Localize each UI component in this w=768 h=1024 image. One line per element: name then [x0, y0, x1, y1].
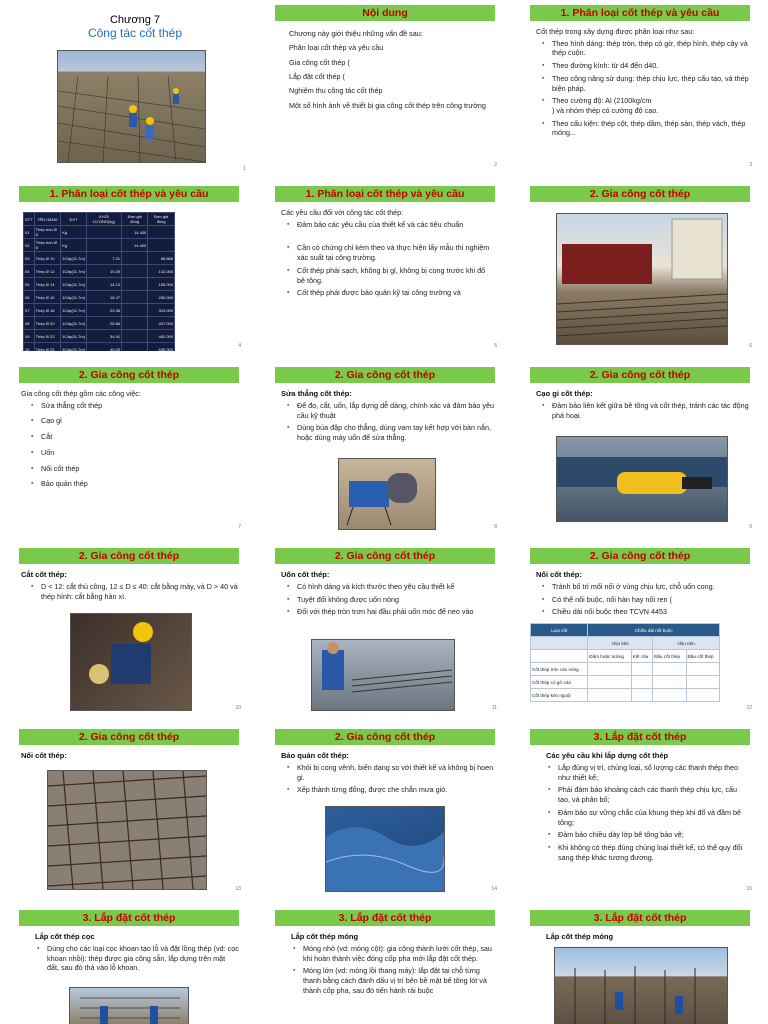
section-subtitle: Lắp cốt thép móng: [546, 932, 614, 941]
list-item: ▪ Uốn: [41, 448, 239, 458]
list-item: ▪ Lắp đúng vị trí, chủng loại, số lượng các thanh thép theo như thiết kế;: [558, 763, 750, 782]
slide-number: 10: [235, 705, 241, 711]
bullet-list: [35, 944, 239, 973]
slide-2: [271, 0, 501, 170]
table-cell: [122, 304, 148, 317]
slide-12: [526, 543, 756, 713]
bending-photo: [311, 639, 455, 711]
table-row: [24, 252, 175, 265]
slide-6: [526, 181, 756, 351]
table-header-cell: Đầu cốt thép: [653, 650, 686, 663]
list-item: Một số hình ảnh về thiết bị gia công cốt thép trên công trường: [289, 100, 486, 110]
price-table-wrap: [23, 212, 245, 351]
section-subtitle: Nối cốt thép:: [21, 751, 67, 760]
intro-text: Gia công cốt thép gồm các công việc:: [21, 389, 141, 398]
section-subtitle: Lắp cốt thép móng: [291, 932, 359, 941]
table-row: [24, 226, 175, 239]
table-cell: [87, 226, 122, 239]
list-item: ▪ Xếp thành từng đống, được che chắn mưa gió.: [297, 785, 495, 795]
section-subtitle: Sửa thẳng cốt thép:: [281, 389, 352, 398]
list-item: ▪ Bảo quản thép: [41, 479, 239, 489]
table-row-label: Cốt thép tròn cán nóng: [531, 663, 588, 676]
slide-16: [15, 905, 245, 1024]
list-item: ▪ Khi không có thép đúng chủng loại thiết kế, có thể quy đổi sang thép khác tương đương.: [558, 843, 750, 862]
list-item: ▪ Theo đường kính: từ d4 đến d40.: [552, 61, 750, 71]
grinder-photo: [556, 436, 728, 522]
table-cell: Thép Ø 25: [34, 343, 61, 352]
list-item: ▪ Dùng cho các loại cọc khoan tạo lỗ và đặt lồng thép (vd: cọc khoan nhồi): thép được gia công sẵn, lắp dựng trên mặt đất, sau đó thả vào lỗ khoan.: [47, 944, 239, 973]
slide-header: 2. Gia công cốt thép: [275, 548, 495, 564]
slide-9: [526, 362, 756, 532]
slide-number: 4: [238, 343, 241, 349]
table-header-cell: Loại cốt: [531, 624, 588, 637]
slide-number: 7: [238, 524, 241, 530]
rebar-yard-graphic: [557, 214, 727, 344]
table-row: [24, 343, 175, 352]
slide-4: [15, 181, 245, 351]
table-cell: Thép tròn Ø 8: [34, 239, 61, 252]
table-cell: 185.000: [148, 278, 175, 291]
table-cell: 1Cây(11.7m): [61, 291, 87, 304]
bullet-list: [29, 582, 239, 601]
section-subtitle: Cạo gỉ cốt thép:: [536, 389, 593, 398]
table-cell: Thép Ø 10: [34, 252, 61, 265]
slide-8: [271, 362, 501, 532]
bending-graphic: [312, 640, 454, 710]
list-item: ▪ Chiều dài nối buộc theo TCVN 4453: [552, 607, 750, 617]
table-cell: 7.21: [87, 252, 122, 265]
bullet-list: [540, 39, 750, 138]
table-cell: 482.000: [148, 330, 175, 343]
slide-header: 1. Phân loại cốt thép và yêu cầu: [19, 186, 239, 202]
list-item: ▪ Đối với thép tròn trơn hai đầu phải uốn móc để neo vào: [297, 607, 495, 617]
list-item: ▪ Theo cấu kiện: thép cột, thép dầm, thép sàn, thép vách, thép móng...: [552, 119, 750, 138]
table-cell: Thép Ø 16: [34, 291, 61, 304]
bullet-list: [546, 763, 750, 862]
machine-graphic: [339, 459, 435, 529]
section-subtitle: Uốn cốt thép:: [281, 570, 330, 579]
slide-header: 1. Phân loại cốt thép và yêu cầu: [275, 186, 495, 202]
table-cell: 1Cây(11.7m): [61, 317, 87, 330]
table-cell: Thép Ø 14: [34, 278, 61, 291]
table-header-cell: Đầm hoặc tường: [588, 650, 631, 663]
table-cell: 1Cây(11.7m): [61, 304, 87, 317]
list-item: ▪ Móng nhỏ (vd: móng cột): gia công thành lưới cốt thép, sau khi hoàn thành việc đóng cốp pha mới lắp đặt cốt thép.: [303, 944, 495, 963]
list-item: ▪ Tuyệt đối không được uốn nóng: [297, 595, 495, 605]
list-item: ▪ Dùng búa đập cho thẳng, dùng vam tay kết hợp với bàn nắn, hoặc dùng máy uốn để sửa thẳng.: [297, 423, 495, 442]
table-cell: [122, 291, 148, 304]
table-row-label: Cốt thép có gờ cán: [531, 676, 588, 689]
table-cell: 03: [24, 252, 35, 265]
list-item: ▪ Đảm bảo các yêu cầu của thiết kế và các tiêu chuẩn: [297, 220, 495, 230]
list-item: ▪ Nối cốt thép: [41, 464, 239, 474]
list-item: ▪ Cần có chứng chỉ kèm theo và thực hiện lấy mẫu thí nghiệm xác suất tại công trường.: [297, 243, 495, 262]
table-cell: [122, 278, 148, 291]
table-cell: 28.86: [87, 317, 122, 330]
slide-5: [271, 181, 501, 351]
intro-text: Cốt thép trong xây dựng được phân loại như sau:: [536, 27, 695, 36]
slide-header: 2. Gia công cốt thép: [19, 729, 239, 745]
table-cell: 23.38: [87, 304, 122, 317]
list-item: ▪ Móng lớn (vd: móng lồi thang máy): lắp đặt tại chỗ từng thanh bằng cách đánh dấu vị trí bên bề mặt bê tông lót và thành cốp pha, sau đó tiến hành rải buộc: [303, 966, 495, 995]
table-header-cell: Chiều dài nối buộc: [588, 624, 720, 637]
slide-header: 2. Gia công cốt thép: [530, 367, 750, 383]
list-item: Phân loại cốt thép và yêu cầu: [289, 43, 384, 53]
list-item: ▪ Sửa thẳng cốt thép: [41, 401, 239, 411]
list-item: ▪ Đảm bảo sự vững chắc của khung thép khi đổ và đầm bê tông;: [558, 808, 750, 827]
steel-price-table: [23, 212, 175, 351]
slide-1: [20, 4, 250, 174]
table-cell: 08: [24, 317, 35, 330]
rebar-mesh-photo: [47, 770, 207, 890]
storage-tarp-photo: [325, 806, 445, 892]
table-header-cell: Đơn giá đồng: [148, 213, 175, 226]
slide-number: 11: [491, 705, 497, 711]
slide-header: Nội dung: [275, 5, 495, 21]
bullet-list: [285, 582, 495, 617]
table-cell: 142.000: [148, 265, 175, 278]
table-row-label: Cốt thép kéo nguội: [531, 689, 588, 702]
table-row: [24, 291, 175, 304]
table-cell: 18.47: [87, 291, 122, 304]
slide-header: 2. Gia công cốt thép: [530, 186, 750, 202]
table-cell: Thép Ø 20: [34, 317, 61, 330]
slide-number: 9: [749, 524, 752, 530]
slide-header: 2. Gia công cốt thép: [275, 729, 495, 745]
table-cell: Thép Ø 18: [34, 304, 61, 317]
table-cell: 04: [24, 265, 35, 278]
list-item: ▪ Có hình dáng và kích thước theo yêu cầu thiết kế: [297, 582, 495, 592]
table-row: [24, 317, 175, 330]
table-cell: [122, 265, 148, 278]
welder-graphic: [71, 614, 191, 710]
slide-17: [271, 905, 501, 1024]
table-header-cell: chịu nén: [653, 637, 720, 650]
list-item: ▪ Theo công năng sử dụng: thép chịu lực, thép cấu tạo, và thép biện pháp.: [552, 74, 750, 93]
table-cell: [122, 317, 148, 330]
list-item: ▪ Theo cường độ: AI (2100kg/cm ) và nhóm thép có cường độ cao.: [552, 96, 750, 115]
intro-text: Các yêu cầu đối với công tác cốt thép:: [281, 208, 404, 217]
bullet-list: [29, 401, 239, 489]
table-header-cell: TÊN HÀNG: [34, 213, 61, 226]
slide-header: 1. Phân loại cốt thép và yêu cầu: [530, 5, 750, 21]
slide-number: 8: [494, 524, 497, 530]
slide-number: 13: [235, 886, 241, 892]
section-subtitle: Các yêu cầu khi lắp dựng cốt thép: [546, 751, 669, 760]
lap-length-table-wrap: [530, 623, 756, 702]
slide-14: [271, 724, 501, 894]
slide-number: 1: [243, 166, 246, 172]
table-header-cell: Đầu cốt thép: [686, 650, 719, 663]
list-item: ▪ Cốt thép phải được bảo quản kỹ tại công trường và: [297, 288, 495, 298]
slide-header: 2. Gia công cốt thép: [275, 367, 495, 383]
list-item: ▪ Để đo, cắt, uốn, lắp dựng dễ dàng, chính xác và đảm bảo yêu cầu kỹ thuật: [297, 401, 495, 420]
slide-number: 2: [494, 162, 497, 168]
cutting-welder-photo: [70, 613, 192, 711]
table-cell: 1Cây(11.7m): [61, 252, 87, 265]
slide-number: 3: [749, 162, 752, 168]
grinder-graphic: [557, 437, 727, 521]
table-cell: 14.400: [122, 239, 148, 252]
table-cell: 45.09: [87, 343, 122, 352]
table-cell: 10.39: [87, 265, 122, 278]
chapter-title: Công tác cốt thép: [87, 26, 183, 40]
table-cell: [122, 330, 148, 343]
list-item: ▪ Đảm bảo liên kết giữa bê tông và cốt thép, tránh các tác động phá hoại.: [552, 401, 750, 420]
slide-header: 3. Lắp đặt cốt thép: [530, 729, 750, 745]
intro-text: Chương này giới thiệu những vấn đề sau:: [289, 29, 423, 38]
slide-7: [15, 362, 245, 532]
table-row: [24, 330, 175, 343]
table-cell: 07: [24, 304, 35, 317]
slide-13: [15, 724, 245, 894]
table-cell: 34.91: [87, 330, 122, 343]
table-header-cell: Kết cấu: [631, 650, 652, 663]
table-cell: 10: [24, 343, 35, 352]
table-header-cell: KHỐI LƯỢNG(kg): [87, 213, 122, 226]
table-header-cell: Đơn giá đồng: [122, 213, 148, 226]
table-cell: 14.13: [87, 278, 122, 291]
list-item: ▪ Đảm bảo chiều dày lớp bê tông bảo vệ;: [558, 830, 750, 840]
straightening-machine-photo: [338, 458, 436, 530]
list-item: ▪ Theo hình dáng: thép tròn, thép có gờ, thép hình, thép cây và thép cuộn.: [552, 39, 750, 58]
slide-number: 15: [746, 886, 752, 892]
table-cell: 324.000: [148, 304, 175, 317]
chapter-label: Chương 7: [109, 14, 161, 26]
slide-header: 3. Lắp đặt cốt thép: [530, 910, 750, 926]
table-cell: [122, 343, 148, 352]
construction-site-photo: [57, 50, 206, 163]
slide-header: 2. Gia công cốt thép: [530, 548, 750, 564]
table-cell: Thép Ø 22: [34, 330, 61, 343]
table-row: [24, 239, 175, 252]
slide-number: 14: [491, 886, 497, 892]
slide-18: [526, 905, 756, 1024]
slide-10: [15, 543, 245, 713]
section-subtitle: Bảo quản cốt thép:: [281, 751, 349, 760]
bullet-list: [540, 582, 750, 617]
table-cell: 1Cây(11.7m): [61, 278, 87, 291]
table-cell: [531, 650, 588, 663]
list-item: ▪ Phải đảm bảo khoảng cách các thanh thép chịu lực, cấu tạo, và phân bố;: [558, 785, 750, 804]
table-row: [24, 304, 175, 317]
list-item: ▪ Có thể nối buộc, nối hàn hay nối ren (: [552, 595, 750, 605]
bullet-list: [291, 944, 495, 996]
pile-cage-photo: [69, 987, 189, 1024]
table-cell: 09: [24, 330, 35, 343]
slide-header: 2. Gia công cốt thép: [19, 548, 239, 564]
table-cell: 14.400: [122, 226, 148, 239]
slide-15: [526, 724, 756, 894]
table-cell: 05: [24, 278, 35, 291]
section-subtitle: Nối cốt thép:: [536, 570, 582, 579]
table-cell: 1Cây(11.7m): [61, 265, 87, 278]
slide-number: 6: [749, 343, 752, 349]
slide-number: 5: [494, 343, 497, 349]
table-cell: 635.000: [148, 343, 175, 352]
slide-header: 3. Lắp đặt cốt thép: [19, 910, 239, 926]
table-header-cell: ĐVT: [61, 213, 87, 226]
slide-number: 12: [746, 705, 752, 711]
list-item: ▪ Tránh bố trí mối nối ở vùng chịu lực, chỗ uốn cong.: [552, 582, 750, 592]
table-row: [24, 278, 175, 291]
section-subtitle: Lắp cốt thép cọc: [35, 932, 95, 941]
list-item: Gia công cốt thép (: [289, 57, 350, 67]
slide-11: [271, 543, 501, 713]
rebar-yard-photo: [556, 213, 728, 345]
table-row: [24, 265, 175, 278]
list-item: ▪ Cắt: [41, 432, 239, 442]
slide-header: 2. Gia công cốt thép: [19, 367, 239, 383]
section-subtitle: Cắt cốt thép:: [21, 570, 67, 579]
list-item: ▪ D < 12: cắt thủ công, 12 ≤ D ≤ 40: cắt bằng máy, và D > 40 và thép hình: cắt bằng hàn xì.: [41, 582, 239, 601]
table-header-row: [24, 213, 175, 226]
table-cell: [148, 226, 175, 239]
bullet-list: [285, 401, 495, 443]
table-cell: 407.000: [148, 317, 175, 330]
table-cell: Thép tròn Ø 6: [34, 226, 61, 239]
bullet-list: [285, 220, 495, 298]
list-item: ▪ Cốt thép phải sạch, không bị gỉ, không bị cong trước khi đổ bê tông.: [297, 266, 495, 285]
foundation-rebar-photo: [554, 947, 728, 1024]
mesh-graphic: [48, 771, 206, 889]
table-header-cell: STT: [24, 213, 35, 226]
list-item: Lắp đặt cốt thép (: [289, 72, 345, 82]
tarp-graphic: [326, 807, 444, 891]
bullet-list: [285, 763, 495, 795]
slide-header: 3. Lắp đặt cốt thép: [275, 910, 495, 926]
table-cell: 01: [24, 226, 35, 239]
table-header-cell: chịu kéo: [588, 637, 653, 650]
table-cell: 1Cây(11.7m): [61, 343, 87, 352]
table-cell: 98.868: [148, 252, 175, 265]
table-cell: 06: [24, 291, 35, 304]
table-body: [24, 226, 175, 352]
list-item: ▪ Khỏi bị cong vênh, biến dạng so với thiết kế và không bị hoen gỉ.: [297, 763, 495, 782]
table-cell: [531, 637, 588, 650]
rebar-mesh-graphic: [58, 51, 205, 162]
table-cell: 02: [24, 239, 35, 252]
table-cell: 1Cây(11.7m): [61, 330, 87, 343]
table-cell: Kg: [61, 226, 87, 239]
content-list: [289, 29, 495, 110]
list-item: Nghiệm thu công tác cốt thép: [289, 86, 383, 96]
table-cell: [87, 239, 122, 252]
list-item: ▪ Cạo gỉ: [41, 416, 239, 426]
foundation-graphic: [555, 948, 727, 1024]
table-cell: Kg: [61, 239, 87, 252]
table-cell: [148, 239, 175, 252]
slide-3: [526, 0, 756, 170]
table-cell: 250.000: [148, 291, 175, 304]
table-cell: Thép Ø 12: [34, 265, 61, 278]
lap-length-table: [530, 623, 720, 702]
pile-cage-graphic: [70, 988, 188, 1024]
table-cell: [122, 252, 148, 265]
bullet-list: [540, 401, 750, 420]
